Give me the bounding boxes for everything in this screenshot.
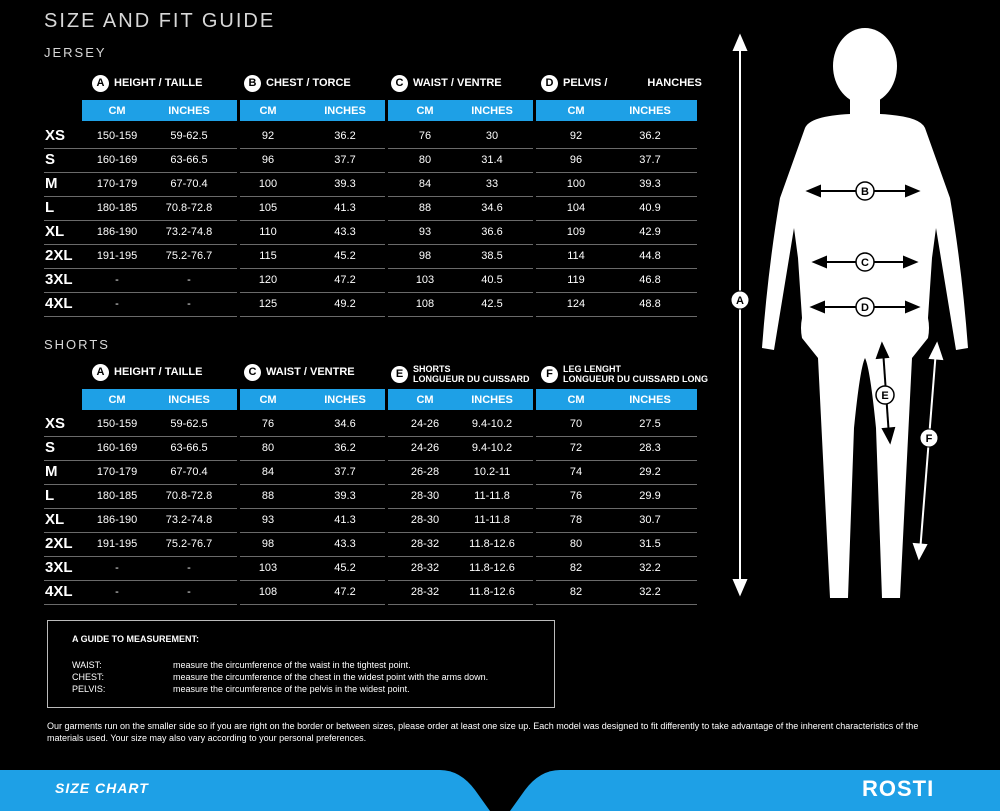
table-cell: 180-185: [96, 202, 138, 214]
table-cell: 80: [569, 538, 583, 550]
table-cell: 100: [258, 178, 278, 190]
table-cell: 119: [567, 274, 585, 286]
table-cell: 150-159: [96, 418, 138, 430]
figure-label-f: F: [925, 433, 933, 445]
table-cell: 74: [569, 466, 583, 478]
table-cell: 37.7: [334, 154, 356, 166]
table-cell: 28.3: [639, 442, 661, 454]
table-cell: 80: [261, 442, 275, 454]
jersey-column-header-bar: [240, 100, 385, 121]
table-cell: 67-70.4: [170, 466, 208, 478]
table-cell: 40.5: [481, 274, 503, 286]
badge-e-icon: E: [391, 366, 408, 383]
table-cell: 43.3: [334, 226, 356, 238]
figure-label-e: E: [881, 390, 889, 402]
table-cell: 31.5: [639, 538, 661, 550]
group-label: PELVIS /: [563, 77, 608, 89]
table-cell: 103: [415, 274, 435, 286]
table-cell: 70.8-72.8: [165, 490, 213, 502]
table-cell: 47.2: [334, 274, 356, 286]
shorts-column-header-bar: [82, 389, 237, 410]
table-cell: 11.8-12.6: [469, 562, 515, 574]
shorts-size-label: XS: [45, 415, 66, 432]
guide-term-waist: WAIST:: [72, 660, 102, 670]
table-cell: 84: [261, 466, 275, 478]
group-label: SHORTS: [413, 364, 451, 374]
table-cell: -: [115, 298, 119, 310]
table-cell: 150-159: [96, 130, 138, 142]
table-cell: 11-11.8: [474, 514, 510, 526]
shorts-size-label: L: [45, 487, 55, 504]
table-cell: 80: [418, 154, 432, 166]
column-header-inches: INCHES: [168, 393, 210, 406]
table-cell: 26-28: [410, 466, 440, 478]
shorts-size-label: S: [45, 439, 56, 456]
group-label-stack: [563, 364, 708, 384]
column-header-cm: CM: [416, 104, 434, 117]
table-cell: 28-30: [410, 514, 440, 526]
table-cell: 76: [261, 418, 275, 430]
table-cell: 30.7: [639, 514, 661, 526]
table-cell: 78: [569, 514, 583, 526]
column-header-inches: INCHES: [471, 104, 513, 117]
table-cell: 110: [259, 226, 277, 238]
badge-a-icon: A: [92, 75, 109, 92]
jersey-size-label: M: [45, 175, 58, 192]
table-cell: 108: [258, 586, 278, 598]
badge-b-icon: B: [244, 75, 261, 92]
jersey-column-header-bar: [82, 100, 237, 121]
table-cell: 37.7: [639, 154, 661, 166]
table-cell: 186-190: [96, 514, 138, 526]
table-cell: 82: [569, 562, 583, 574]
table-cell: 41.3: [334, 202, 356, 214]
table-cell: 45.2: [334, 250, 356, 262]
table-cell: 115: [259, 250, 277, 262]
table-cell: 76: [569, 490, 583, 502]
table-cell: 84: [418, 178, 432, 190]
jersey-size-label: L: [45, 199, 55, 216]
table-cell: 160-169: [96, 442, 138, 454]
table-cell: 38.5: [481, 250, 503, 262]
footer-band: [0, 770, 1000, 811]
table-cell: 36.2: [334, 130, 356, 142]
table-cell: 100: [566, 178, 586, 190]
table-cell: 11.8-12.6: [469, 586, 515, 598]
table-cell: 108: [415, 298, 435, 310]
jersey-group-header-c: [391, 75, 502, 92]
shorts-size-label: XL: [45, 511, 65, 528]
column-header-inches: INCHES: [168, 104, 210, 117]
badge-c-icon: C: [244, 364, 261, 381]
table-cell: -: [115, 586, 119, 598]
table-cell: 98: [261, 538, 275, 550]
group-label: WAIST / VENTRE: [266, 366, 355, 378]
table-cell: 92: [569, 130, 583, 142]
size-chart-label: SIZE CHART: [55, 780, 149, 796]
table-cell: 28-30: [410, 490, 440, 502]
table-cell: 29.2: [639, 466, 661, 478]
table-cell: 39.3: [639, 178, 661, 190]
table-cell: 9.4-10.2: [471, 418, 513, 430]
table-cell: 125: [258, 298, 278, 310]
table-cell: 59-62.5: [170, 130, 208, 142]
table-cell: -: [187, 298, 191, 310]
shorts-group-header-c: [244, 364, 355, 381]
table-cell: 82: [569, 586, 583, 598]
column-header-cm: CM: [259, 393, 277, 406]
table-cell: 170-179: [96, 466, 138, 478]
table-cell: 105: [258, 202, 278, 214]
guide-definition-pelvis: measure the circumference of the pelvis in the widest point.: [173, 684, 410, 694]
table-cell: 34.6: [481, 202, 503, 214]
table-cell: 40.9: [639, 202, 661, 214]
column-header-cm: CM: [259, 104, 277, 117]
brand-logo: ROSTI: [862, 776, 935, 801]
table-cell: 24-26: [410, 418, 440, 430]
table-cell: 70: [569, 418, 583, 430]
badge-d-icon: D: [541, 75, 558, 92]
table-cell: 104: [566, 202, 586, 214]
jersey-size-label: 3XL: [45, 271, 73, 288]
badge-a-icon: A: [92, 364, 109, 381]
badge-f-icon: F: [541, 366, 558, 383]
group-sublabel: LONGUEUR DU CUISSARD: [413, 374, 530, 384]
shorts-column-header-bar: [388, 389, 533, 410]
table-cell: 39.3: [334, 490, 356, 502]
table-cell: 27.5: [639, 418, 661, 430]
jersey-group-header-d: [541, 75, 702, 92]
figure-label-c: C: [861, 257, 869, 269]
table-cell: 24-26: [410, 442, 440, 454]
table-cell: 59-62.5: [170, 418, 208, 430]
table-cell: 46.8: [639, 274, 661, 286]
table-cell: 36.2: [639, 130, 661, 142]
table-cell: 11.8-12.6: [469, 538, 515, 550]
jersey-group-header-b: [244, 75, 351, 92]
table-cell: 31.4: [481, 154, 503, 166]
group-label: LEG LENGHT: [563, 364, 621, 374]
shorts-size-label: 2XL: [45, 535, 73, 552]
table-cell: 191-195: [96, 538, 138, 550]
table-cell: 70.8-72.8: [165, 202, 213, 214]
table-cell: 96: [261, 154, 275, 166]
table-cell: 33: [485, 178, 499, 190]
shorts-size-label: 3XL: [45, 559, 73, 576]
column-header-cm: CM: [567, 104, 585, 117]
table-cell: 75.2-76.7: [165, 250, 213, 262]
table-cell: 180-185: [96, 490, 138, 502]
jersey-column-header-bar: [536, 100, 697, 121]
table-cell: -: [187, 274, 191, 286]
guide-term-chest: CHEST:: [72, 672, 105, 682]
table-cell: 30: [485, 130, 499, 142]
table-cell: 88: [261, 490, 275, 502]
sizing-footnote: Our garments run on the smaller side so if you are right on the border or between sizes, please order at least one size up. Each model was designed to fit differently to take advantage of the inherent characteristics of the materials used. Your size may also vary according to your personal preferences.: [47, 721, 919, 743]
shorts-section-title: SHORTS: [44, 337, 110, 352]
column-header-inches: INCHES: [471, 393, 513, 406]
jersey-section-title: JERSEY: [44, 45, 107, 60]
group-label: HEIGHT / TAILLE: [114, 366, 203, 378]
jersey-size-label: 2XL: [45, 247, 73, 264]
table-cell: 67-70.4: [170, 178, 208, 190]
table-cell: 11-11.8: [474, 490, 510, 502]
shorts-column-header-bar: [240, 389, 385, 410]
table-cell: 63-66.5: [170, 154, 208, 166]
group-label: CHEST / TORCE: [266, 77, 351, 89]
table-cell: 39.3: [334, 178, 356, 190]
table-cell: 43.3: [334, 538, 356, 550]
shorts-group-header-f: [541, 364, 708, 384]
table-cell: 36.6: [481, 226, 503, 238]
table-cell: 73.2-74.8: [165, 226, 213, 238]
column-header-cm: CM: [108, 104, 126, 117]
table-cell: 47.2: [334, 586, 356, 598]
table-cell: 28-32: [410, 538, 440, 550]
table-cell: 34.6: [334, 418, 356, 430]
jersey-size-label: XS: [45, 127, 66, 144]
table-cell: 72: [569, 442, 583, 454]
column-header-cm: CM: [108, 393, 126, 406]
jersey-size-label: 4XL: [45, 295, 73, 312]
group-label-stack: [413, 364, 530, 384]
column-header-cm: CM: [567, 393, 585, 406]
shorts-group-header-e: [391, 364, 530, 384]
group-sublabel: HANCHES: [647, 77, 702, 89]
measurement-guide-title: A GUIDE TO MEASUREMENT:: [72, 634, 200, 644]
table-cell: 124: [566, 298, 586, 310]
table-cell: -: [115, 274, 119, 286]
body-figure-diagram: [700, 28, 1000, 608]
table-cell: 48.8: [639, 298, 661, 310]
table-cell: 32.2: [639, 586, 661, 598]
column-header-inches: INCHES: [324, 393, 366, 406]
table-cell: 44.8: [639, 250, 661, 262]
table-cell: 160-169: [96, 154, 138, 166]
table-cell: 75.2-76.7: [165, 538, 213, 550]
group-sublabel: LONGUEUR DU CUISSARD LONG: [563, 374, 709, 384]
table-cell: -: [115, 562, 119, 574]
group-label: HEIGHT / TAILLE: [114, 77, 203, 89]
table-cell: 28-32: [410, 562, 440, 574]
table-cell: 45.2: [334, 562, 356, 574]
table-cell: 36.2: [334, 442, 356, 454]
shorts-size-label: M: [45, 463, 58, 480]
table-cell: 42.5: [481, 298, 503, 310]
jersey-size-label: XL: [45, 223, 65, 240]
table-cell: 93: [418, 226, 432, 238]
table-cell: 29.9: [639, 490, 661, 502]
column-header-inches: INCHES: [324, 104, 366, 117]
table-cell: 49.2: [334, 298, 356, 310]
table-cell: 92: [261, 130, 275, 142]
table-cell: 10.2-11: [473, 466, 511, 478]
table-cell: 98: [418, 250, 432, 262]
figure-label-d: D: [861, 302, 869, 314]
jersey-group-header-a: [92, 75, 202, 92]
group-label: WAIST / VENTRE: [413, 77, 502, 89]
table-cell: 93: [261, 514, 275, 526]
column-header-inches: INCHES: [629, 104, 671, 117]
table-cell: 41.3: [334, 514, 356, 526]
table-cell: -: [187, 562, 191, 574]
table-cell: 186-190: [96, 226, 138, 238]
badge-c-icon: C: [391, 75, 408, 92]
table-cell: -: [187, 586, 191, 598]
column-header-inches: INCHES: [629, 393, 671, 406]
column-header-cm: CM: [416, 393, 434, 406]
figure-label-a: A: [736, 295, 744, 307]
shorts-column-header-bar: [536, 389, 697, 410]
table-cell: 191-195: [96, 250, 138, 262]
guide-term-pelvis: PELVIS:: [72, 684, 106, 694]
jersey-column-header-bar: [388, 100, 533, 121]
figure-label-b: B: [861, 186, 869, 198]
table-cell: 109: [566, 226, 586, 238]
table-cell: 37.7: [334, 466, 356, 478]
table-cell: 73.2-74.8: [165, 514, 213, 526]
table-cell: 170-179: [96, 178, 138, 190]
table-cell: 103: [258, 562, 278, 574]
table-cell: 114: [567, 250, 585, 262]
table-cell: 88: [418, 202, 432, 214]
table-cell: 9.4-10.2: [471, 442, 513, 454]
shorts-size-label: 4XL: [45, 583, 73, 600]
table-cell: 76: [418, 130, 432, 142]
guide-definition-waist: measure the circumference of the waist in the tightest point.: [173, 660, 411, 670]
table-cell: 42.9: [639, 226, 661, 238]
page-title: SIZE AND FIT GUIDE: [44, 10, 276, 32]
guide-definition-chest: measure the circumference of the chest in the widest point with the arms down.: [173, 672, 489, 682]
table-cell: 96: [569, 154, 583, 166]
table-cell: 32.2: [639, 562, 661, 574]
jersey-size-label: S: [45, 151, 56, 168]
table-cell: 63-66.5: [170, 442, 208, 454]
table-cell: 120: [258, 274, 278, 286]
table-cell: 28-32: [410, 586, 440, 598]
shorts-group-header-a: [92, 364, 202, 381]
